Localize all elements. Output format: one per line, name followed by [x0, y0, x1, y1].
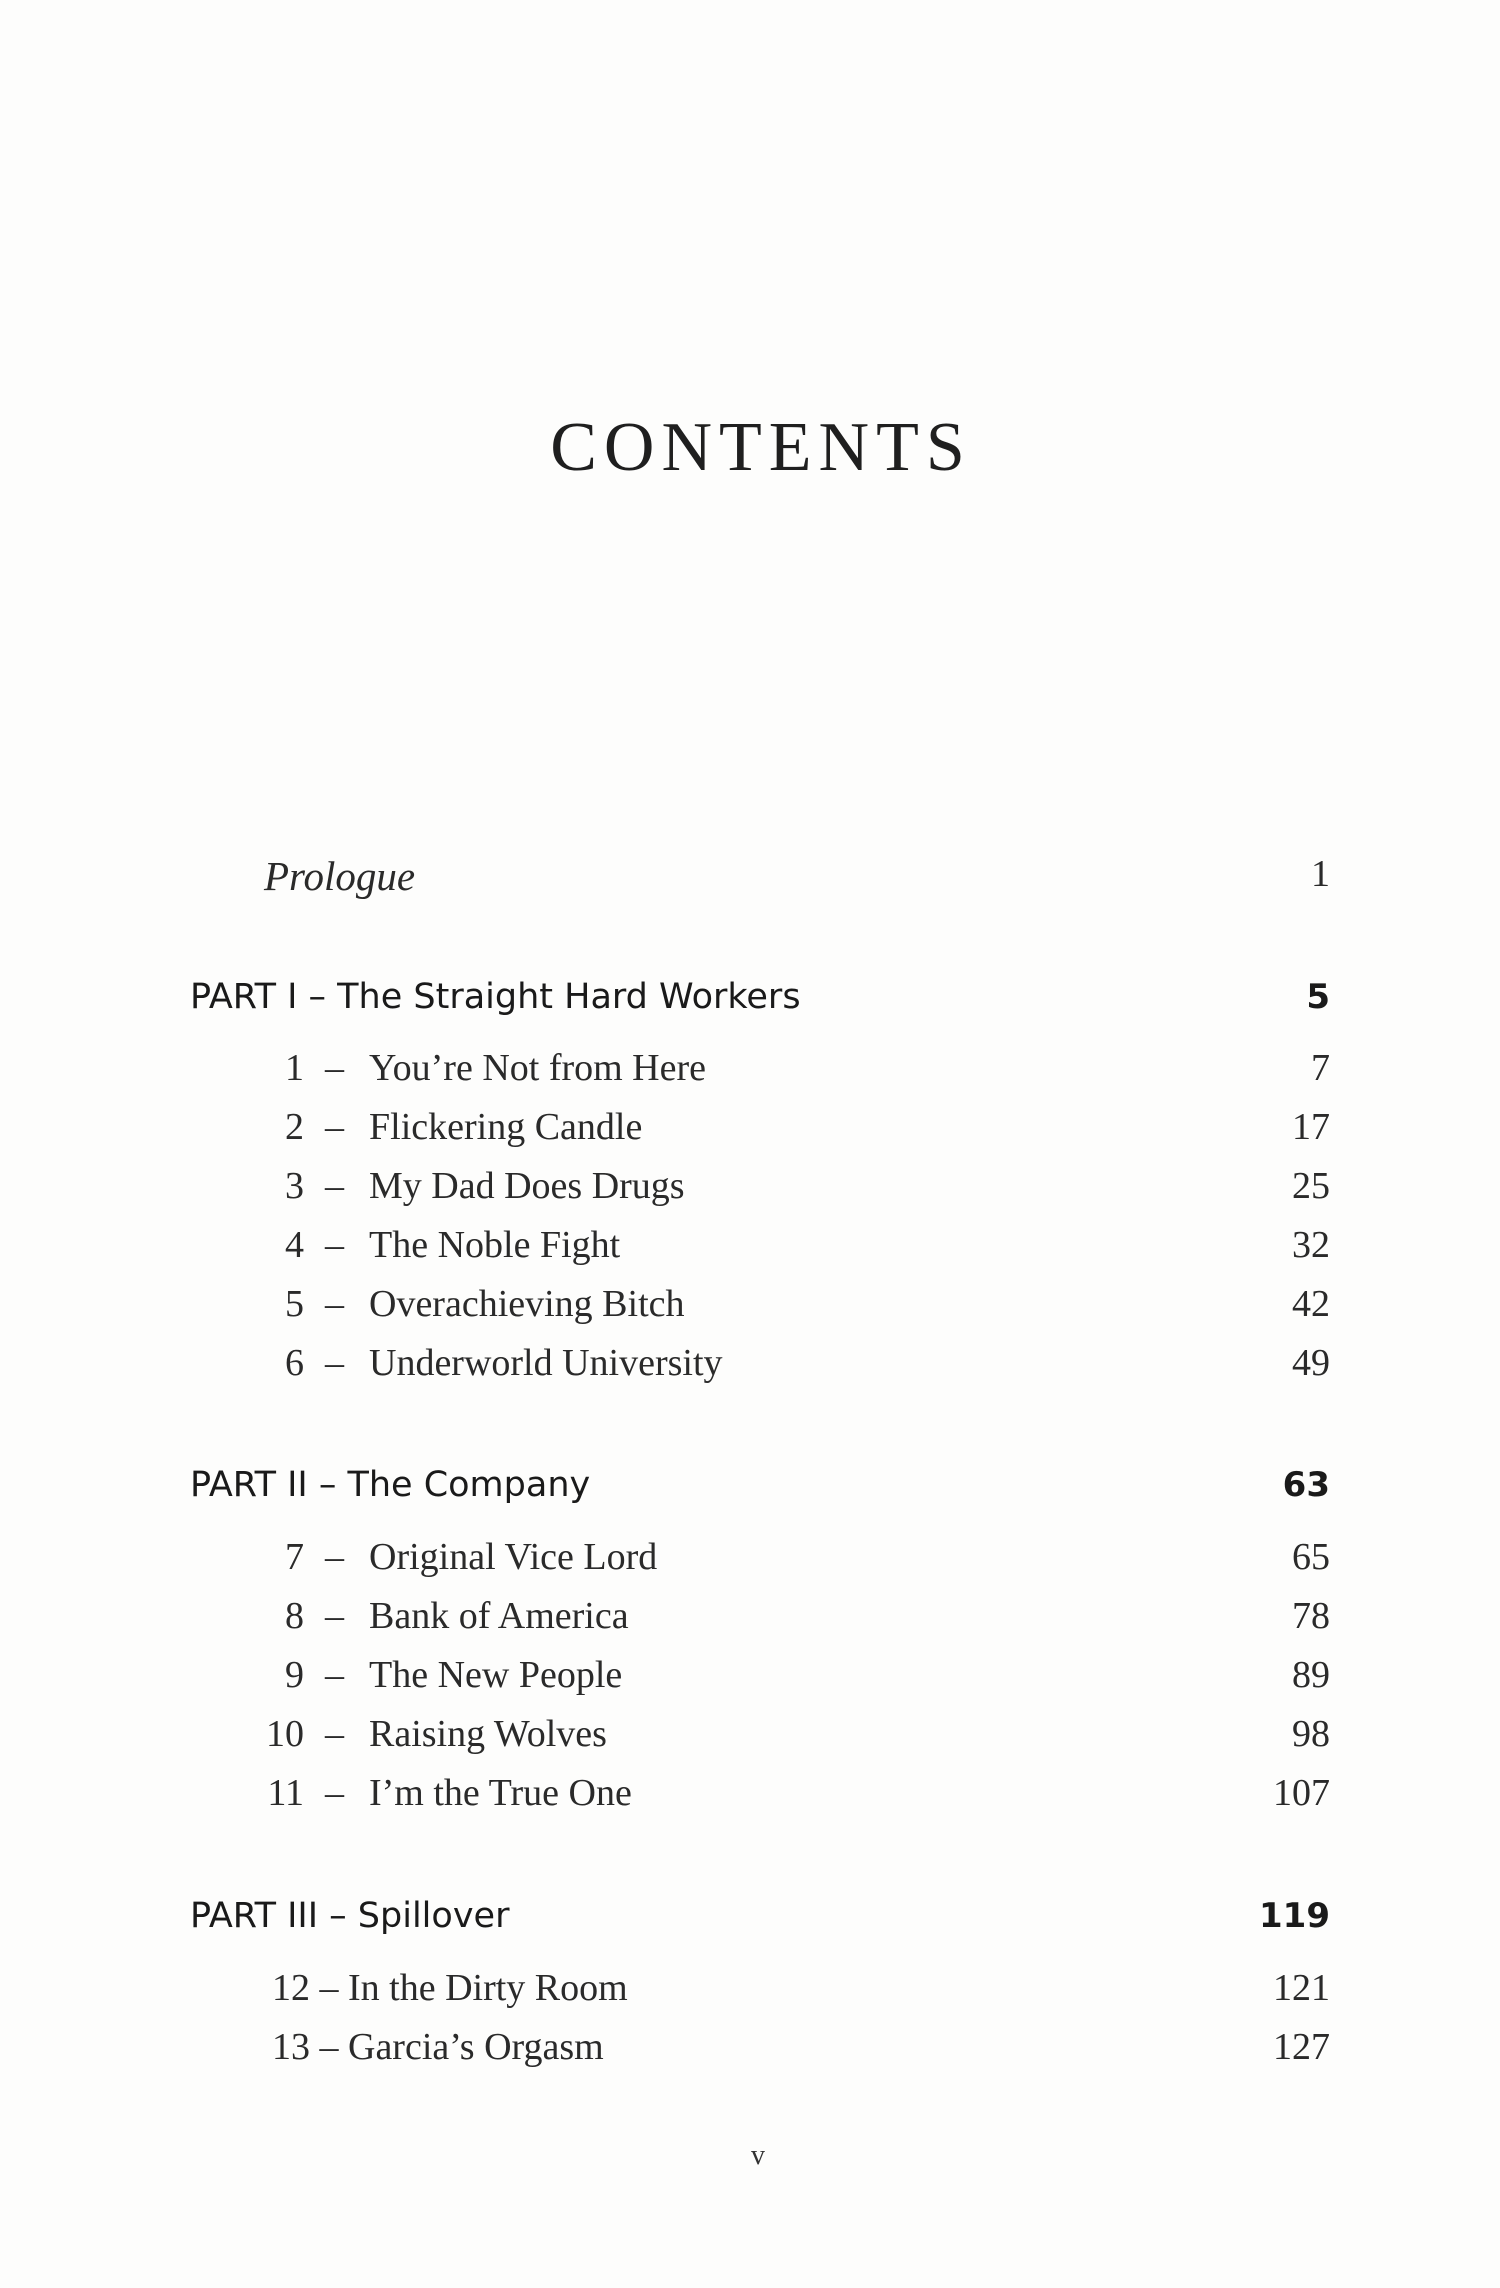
chapter-page: 17 — [1292, 1106, 1330, 1148]
chapter-number: 6 — [285, 1342, 304, 1384]
chapter-title: Flickering Candle — [369, 1106, 643, 1148]
chapter-page: 25 — [1292, 1165, 1330, 1207]
chapter-title: Underworld University — [369, 1342, 723, 1384]
chapter-label: 13 – Garcia’s Orgasm — [272, 2026, 604, 2068]
chapter-dash: – — [325, 1165, 344, 1207]
chapter-number: 10 — [266, 1713, 304, 1755]
chapter-number: 11 — [267, 1772, 304, 1814]
chapter-number: 1 — [285, 1047, 304, 1089]
chapter-page: 98 — [1292, 1713, 1330, 1755]
part-page: 63 — [1282, 1465, 1330, 1505]
page-folio: v — [751, 2140, 765, 2171]
chapter-title: My Dad Does Drugs — [369, 1165, 685, 1207]
chapter-page: 32 — [1292, 1224, 1330, 1266]
chapter-number: 7 — [285, 1536, 304, 1578]
chapter-number: 2 — [285, 1106, 304, 1148]
chapter-title: Raising Wolves — [369, 1713, 607, 1755]
chapter-page: 42 — [1292, 1283, 1330, 1325]
chapter-label: 12 – In the Dirty Room — [272, 1967, 628, 2009]
chapter-dash: – — [325, 1772, 344, 1814]
chapter-number: 5 — [285, 1283, 304, 1325]
chapter-page: 127 — [1273, 2026, 1330, 2068]
chapter-number: 8 — [285, 1595, 304, 1637]
chapter-title: Overachieving Bitch — [369, 1283, 685, 1325]
prologue-title: Prologue — [264, 853, 416, 899]
chapter-dash: – — [325, 1536, 344, 1578]
part-page: 119 — [1259, 1896, 1330, 1936]
chapter-page: 121 — [1273, 1967, 1330, 2009]
chapter-dash: – — [325, 1342, 344, 1384]
chapter-title: I’m the True One — [369, 1772, 632, 1814]
chapter-page: 107 — [1273, 1772, 1330, 1814]
chapter-page: 89 — [1292, 1654, 1330, 1696]
chapter-page: 65 — [1292, 1536, 1330, 1578]
chapter-dash: – — [325, 1713, 344, 1755]
chapter-dash: – — [325, 1106, 344, 1148]
chapter-number: 3 — [285, 1165, 304, 1207]
part-heading: PART I – The Straight Hard Workers — [190, 977, 801, 1017]
chapter-dash: – — [325, 1047, 344, 1089]
chapter-dash: – — [325, 1654, 344, 1696]
page-title: CONTENTS — [550, 409, 972, 486]
prologue-page: 1 — [1311, 853, 1330, 895]
part-heading: PART III – Spillover — [190, 1896, 510, 1936]
chapter-page: 7 — [1311, 1047, 1330, 1089]
chapter-title: Original Vice Lord — [369, 1536, 658, 1578]
chapter-title: Bank of America — [369, 1595, 629, 1637]
part-heading: PART II – The Company — [190, 1465, 591, 1505]
chapter-dash: – — [325, 1595, 344, 1637]
chapter-title: You’re Not from Here — [369, 1047, 707, 1089]
chapter-page: 78 — [1292, 1595, 1330, 1637]
chapter-number: 4 — [285, 1224, 304, 1266]
chapter-title: The New People — [369, 1654, 623, 1696]
chapter-dash: – — [325, 1283, 344, 1325]
chapter-dash: – — [325, 1224, 344, 1266]
part-page: 5 — [1306, 977, 1330, 1017]
chapter-title: The Noble Fight — [369, 1224, 621, 1266]
chapter-number: 9 — [285, 1654, 304, 1696]
chapter-page: 49 — [1292, 1342, 1330, 1384]
